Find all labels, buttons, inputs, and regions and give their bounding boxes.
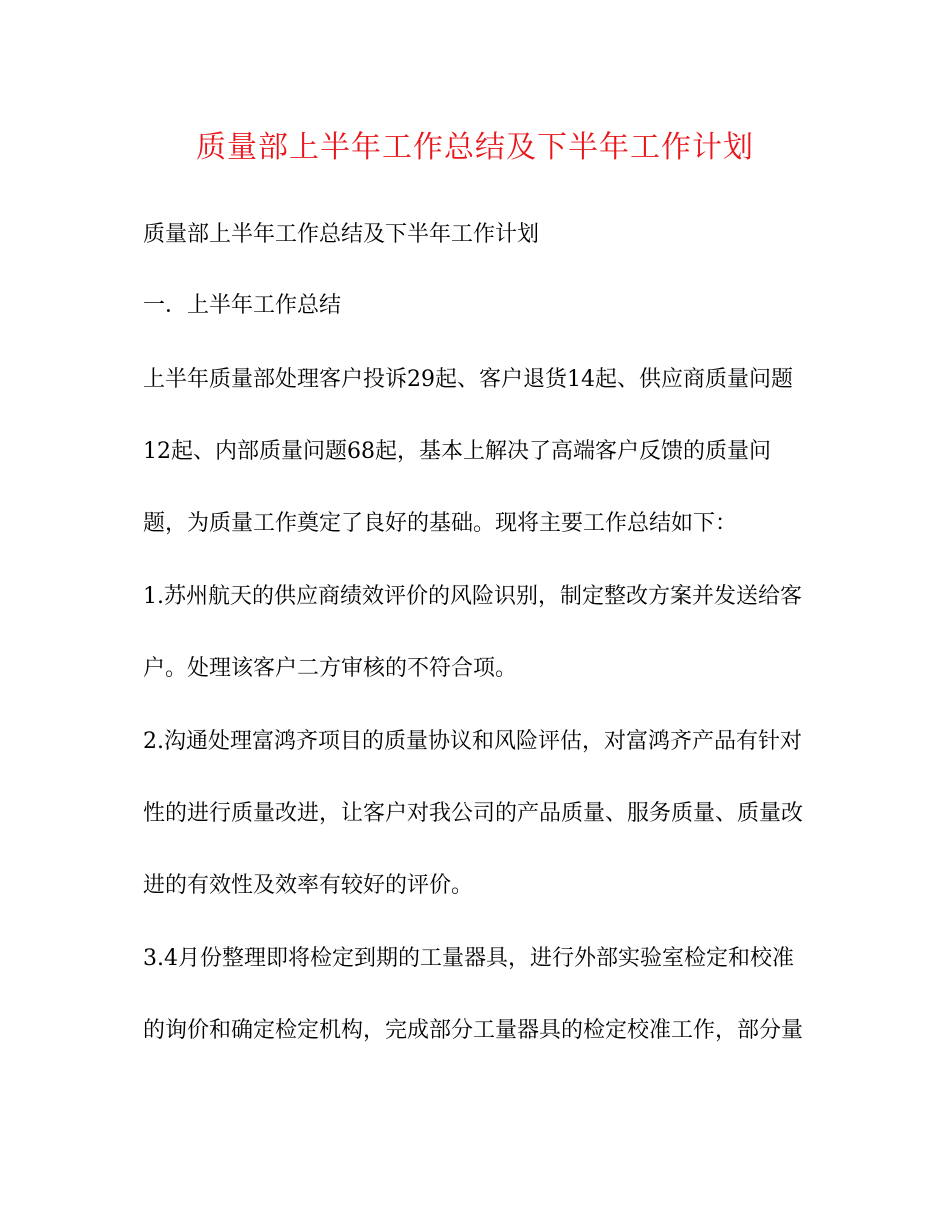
body-line: 题，为质量工作奠定了良好的基础。现将主要工作总结如下： (143, 511, 738, 536)
body-line-subtitle: 质量部上半年工作总结及下半年工作计划 (143, 222, 540, 247)
body-line: 户。处理该客户二方审核的不符合项。 (143, 656, 518, 681)
body-line-section-heading: 一．上半年工作总结 (143, 293, 342, 318)
body-line: 3.4月份整理即将检定到期的工量器具，进行外部实验室检定和校准 (143, 946, 794, 971)
body-line: 1.苏州航天的供应商绩效评价的风险识别，制定整改方案并发送给客 (143, 584, 802, 609)
body-line: 上半年质量部处理客户投诉29起、客户退货14起、供应商质量问题 (143, 367, 793, 392)
body-line: 性的进行质量改进，让客户对我公司的产品质量、服务质量、质量改 (143, 801, 804, 826)
body-line: 进的有效性及效率有较好的评价。 (143, 873, 474, 898)
body-line: 12起、内部质量问题68起，基本上解决了高端客户反馈的质量问 (143, 439, 771, 464)
document-title: 质量部上半年工作总结及下半年工作计划 (196, 130, 754, 165)
body-line: 的询价和确定检定机构，完成部分工量器具的检定校准工作，部分量 (143, 1018, 804, 1043)
body-line: 2.沟通处理富鸿齐项目的质量协议和风险评估，对富鸿齐产品有针对 (143, 729, 802, 754)
